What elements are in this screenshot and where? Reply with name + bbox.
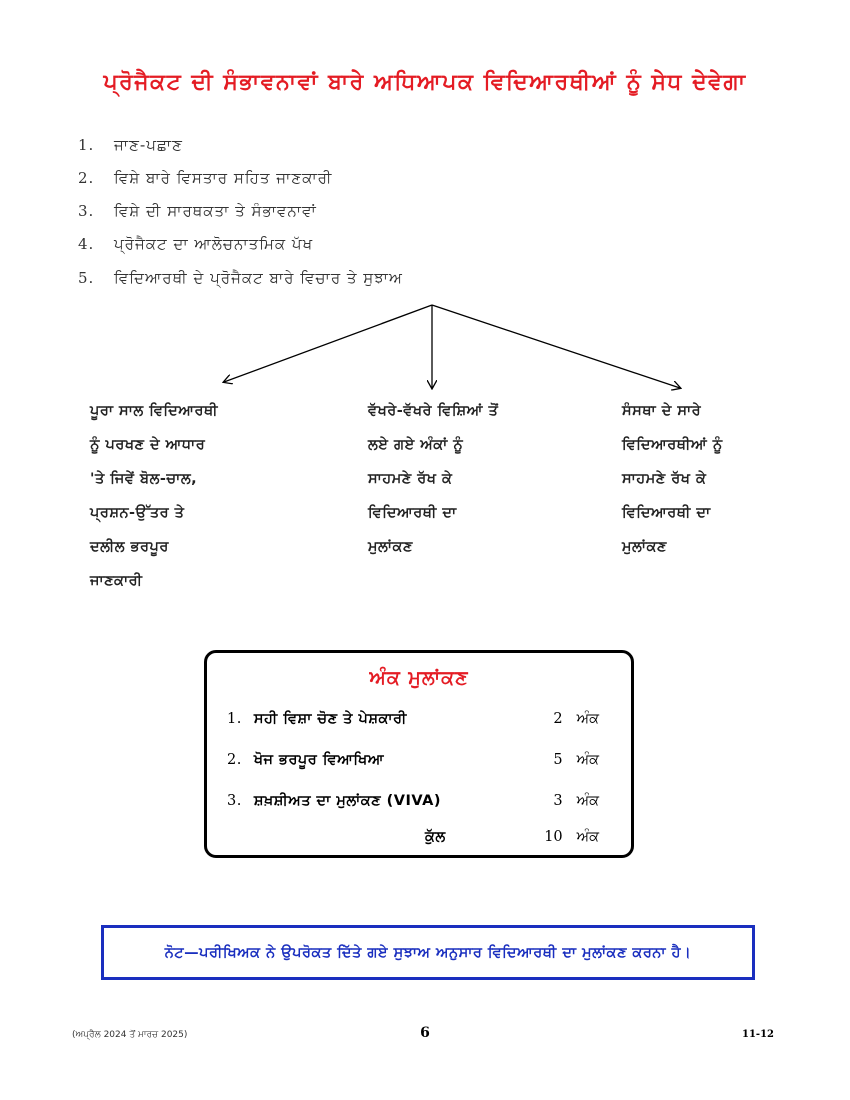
column-line: ਸਾਹਮਣੇ ਰੱਖ ਕੇ <box>622 471 707 487</box>
row-text: ਖੋਜ ਭਰਪੂਰ ਵਿਆਖਿਆ <box>253 752 384 768</box>
column-line: ਵਿਦਿਆਰਥੀ ਦਾ <box>622 505 711 521</box>
list-number: 5. <box>78 269 95 287</box>
marks-title: ਅੰਕ ਮੁਲਾਂਕਣ <box>369 667 469 689</box>
total-number: 10 <box>544 829 563 845</box>
list-number: 4. <box>78 235 95 253</box>
list-text: ਵਿਸ਼ੇ ਦੀ ਸਾਰਥਕਤਾ ਤੇ ਸੰਭਾਵਨਾਵਾਂ <box>114 202 317 220</box>
marks-row-value <box>553 793 599 809</box>
list-text: ਵਿਸ਼ੇ ਬਾਰੇ ਵਿਸਤਾਰ ਸਹਿਤ ਜਾਣਕਾਰੀ <box>114 169 333 187</box>
list-number: 1. <box>78 136 95 154</box>
column-left <box>90 394 218 598</box>
footer-class: 11-12 <box>742 1029 774 1040</box>
total-label: ਕੁੱਲ <box>425 829 446 845</box>
note-text: ਨੋਟ—ਪਰੀਖਿਅਕ ਨੇ ਉਪਰੋਕਤ ਦਿੱਤੇ ਗਏ ਸੁਝਾਅ ਅਨੁਸਾਰ ਵਿਦਿਆਰਥੀ ਦਾ ਮੁਲਾਂਕਣ ਕਰਨਾ ਹੈ। <box>164 944 692 961</box>
column-line: ਨੂੰ ਪਰਖਣ ਦੇ ਆਧਾਰ <box>90 437 206 453</box>
column-line: 'ਤੇ ਜਿਵੇਂ ਬੋਲ-ਚਾਲ, <box>90 471 198 487</box>
column-line: ਸਾਹਮਣੇ ਰੱਖ ਕੇ <box>368 471 453 487</box>
row-number: 2. <box>227 752 242 768</box>
column-line: ਮੁਲਾਂਕਣ <box>368 539 413 555</box>
column-line: ਪ੍ਰਸ਼ਨ-ਉੱਤਰ ਤੇ <box>90 505 185 521</box>
list-number: 2. <box>78 169 95 187</box>
footer-date: (ਅਪ੍ਰੈਲ 2024 ਤੋਂ ਮਾਰਚ 2025) <box>72 1030 188 1040</box>
row-text: ਸ਼ਖ਼ਸ਼ੀਅਤ ਦਾ ਮੁਲਾਂਕਣ (VIVA) <box>253 793 441 809</box>
total-value <box>544 829 599 845</box>
column-line: ਵਿਦਿਆਰਥੀਆਂ ਨੂੰ <box>622 437 723 453</box>
marks-value: 5 <box>553 752 563 768</box>
total-unit: ਅੰਕ <box>576 829 599 845</box>
branch-arrows <box>0 0 850 400</box>
column-right <box>622 394 723 564</box>
marks-box <box>204 650 634 858</box>
column-line: ਵਿਦਿਆਰਥੀ ਦਾ <box>368 505 457 521</box>
column-line: ਦਲੀਲ ਭਰਪੂਰ <box>90 539 169 555</box>
note-box <box>101 925 755 980</box>
marks-row-value <box>553 711 599 727</box>
row-number: 3. <box>227 793 242 809</box>
page-number: 6 <box>420 1025 430 1041</box>
page-title: ਪ੍ਰੋਜੈਕਟ ਦੀ ਸੰਭਾਵਨਾਵਾਂ ਬਾਰੇ ਅਧਿਆਪਕ ਵਿਦਿਆਰਥੀਆਂ ਨੂੰ ਸੇਧ ਦੇਵੇਗਾ <box>103 70 747 95</box>
marks-row-label <box>227 793 441 809</box>
arrow-right <box>432 305 680 388</box>
row-number: 1. <box>227 711 242 727</box>
list-text: ਜਾਣ-ਪਛਾਣ <box>114 136 183 154</box>
marks-value: 2 <box>553 711 563 727</box>
list-number: 3. <box>78 202 95 220</box>
column-line: ਜਾਣਕਾਰੀ <box>90 573 143 589</box>
column-line: ਮੁਲਾਂਕਣ <box>622 539 667 555</box>
marks-row-label <box>227 752 384 768</box>
list-text: ਵਿਦਿਆਰਥੀ ਦੇ ਪ੍ਰੋਜੈਕਟ ਬਾਰੇ ਵਿਚਾਰ ਤੇ ਸੁਝਾਅ <box>114 269 403 287</box>
column-line: ਸੰਸਥਾ ਦੇ ਸਾਰੇ <box>622 403 702 419</box>
marks-unit: ਅੰਕ <box>576 752 599 768</box>
column-line: ਪੂਰਾ ਸਾਲ ਵਿਦਿਆਰਥੀ <box>90 403 219 419</box>
marks-unit: ਅੰਕ <box>576 793 599 809</box>
list-text: ਪ੍ਰੋਜੈਕਟ ਦਾ ਆਲੋਚਨਾਤਮਿਕ ਪੱਖ <box>114 235 314 253</box>
arrow-left <box>224 305 432 382</box>
marks-row-value <box>553 752 599 768</box>
column-line: ਵੱਖਰੇ-ਵੱਖਰੇ ਵਿਸ਼ਿਆਂ ਤੋਂ <box>368 403 499 419</box>
marks-unit: ਅੰਕ <box>576 711 599 727</box>
column-center <box>368 394 498 564</box>
column-line: ਲਏ ਗਏ ਅੰਕਾਂ ਨੂੰ <box>368 437 464 453</box>
marks-row-label <box>227 711 407 727</box>
marks-value: 3 <box>553 793 563 809</box>
row-text: ਸਹੀ ਵਿਸ਼ਾ ਚੋਣ ਤੇ ਪੇਸ਼ਕਾਰੀ <box>253 711 407 727</box>
